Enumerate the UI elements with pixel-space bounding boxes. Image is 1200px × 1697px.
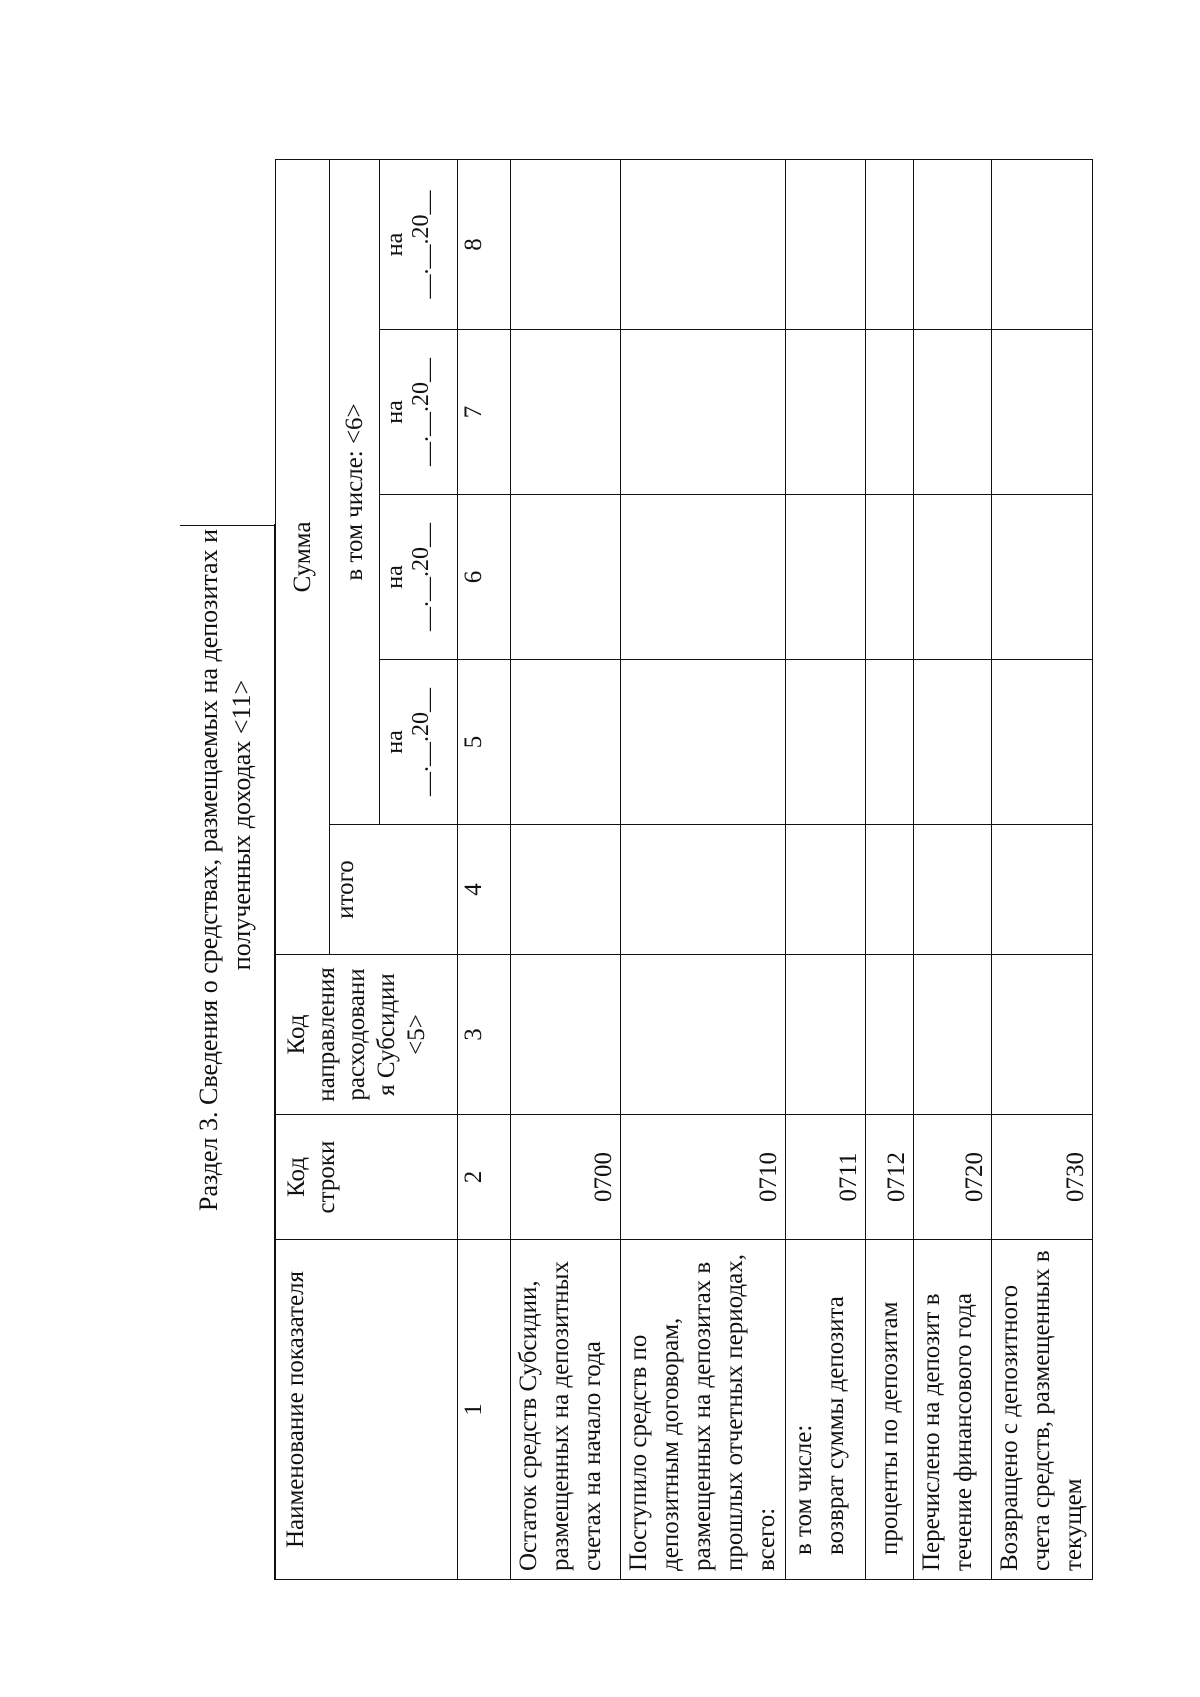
row-code: 0711 [786,1115,866,1240]
cell [786,660,866,825]
cell [511,825,621,955]
cell [866,660,914,825]
section-title-line-2: полученных доходах <11> [227,679,256,971]
row-label-prefix: в том числе: [790,1424,817,1555]
cell [866,495,914,660]
cell [866,825,914,955]
cell [914,955,992,1115]
header-total: итого [330,825,458,955]
cell [992,825,1093,955]
date-placeholder: __.__.20__ [408,190,434,299]
row-code: 0712 [866,1115,914,1240]
table-row [511,159,621,1579]
header-indicator-name: Наименование показателя [276,1240,458,1580]
table-row [786,159,866,1579]
column-number: 1 [458,1240,511,1580]
cell [511,495,621,660]
cell [866,159,914,329]
cell [914,330,992,495]
row-code: 0730 [992,1115,1093,1240]
column-number-row [458,159,511,1579]
date-placeholder: __.__.20__ [408,523,434,631]
row-code: 0720 [914,1115,992,1240]
deposits-report-table [275,159,1093,1580]
row-label: Остаток средств Субсидии, размещенных на депозитных счетах на начало года [511,1240,621,1580]
cell [992,330,1093,495]
table-row [992,159,1093,1579]
row-label-text: возврат суммы депозита [822,1296,849,1555]
column-number: 7 [458,330,511,495]
header-line-code: Код строки [276,1115,458,1240]
row-label: проценты по депозитам [866,1240,914,1580]
cell [992,660,1093,825]
header-including: в том числе: <6> [330,159,380,824]
cell [786,495,866,660]
header-date-col8 [380,159,458,329]
cell [992,955,1093,1115]
rotated-report-page [180,160,1089,1580]
column-number: 6 [458,495,511,660]
column-number: 4 [458,825,511,955]
column-number: 2 [458,1115,511,1240]
header-date-col5 [380,660,458,825]
title-side-border [180,525,276,526]
cell [511,955,621,1115]
date-prefix: на [382,232,408,257]
cell [621,660,786,825]
header-date-col6 [380,495,458,660]
header-direction-code: Код направления расходовани я Субсидии <5> [276,955,458,1115]
cell [992,159,1093,329]
cell [511,159,621,329]
row-label [786,1240,866,1580]
cell [511,330,621,495]
header-date-col7 [380,330,458,495]
section-title [180,160,270,1580]
table-row [866,159,914,1579]
column-number: 3 [458,955,511,1115]
date-prefix: на [382,730,408,754]
column-number: 5 [458,660,511,825]
cell [786,159,866,329]
date-placeholder: __.__.20__ [408,358,434,466]
cell [914,660,992,825]
cell [866,330,914,495]
cell [621,955,786,1115]
cell [786,955,866,1115]
date-prefix: на [382,565,408,589]
cell [866,955,914,1115]
row-label: Поступило средств по депозитным договорам, размещенных на депозитах в прошлых отчетных периодах, всего: [621,1240,786,1580]
cell [786,825,866,955]
row-label: Перечислено на депозит в течение финансового года [914,1240,992,1580]
row-code: 0710 [621,1115,786,1240]
cell [621,330,786,495]
cell [621,159,786,329]
date-placeholder: __.__.20__ [408,688,434,796]
cell [914,825,992,955]
cell [786,330,866,495]
header-sum: Сумма [276,159,330,954]
cell [511,660,621,825]
table-row [621,159,786,1579]
table-row [914,159,992,1579]
column-number: 8 [458,159,511,329]
date-prefix: на [382,400,408,424]
cell [621,495,786,660]
cell [914,159,992,329]
row-label: Возвращено с депозитного счета средств, размещенных в текущем [992,1240,1093,1580]
section-title-line-1: Раздел 3. Сведения о средствах, размещаемых на депозитах и [194,528,223,1212]
cell [992,495,1093,660]
cell [621,825,786,955]
row-code: 0700 [511,1115,621,1240]
cell [914,495,992,660]
